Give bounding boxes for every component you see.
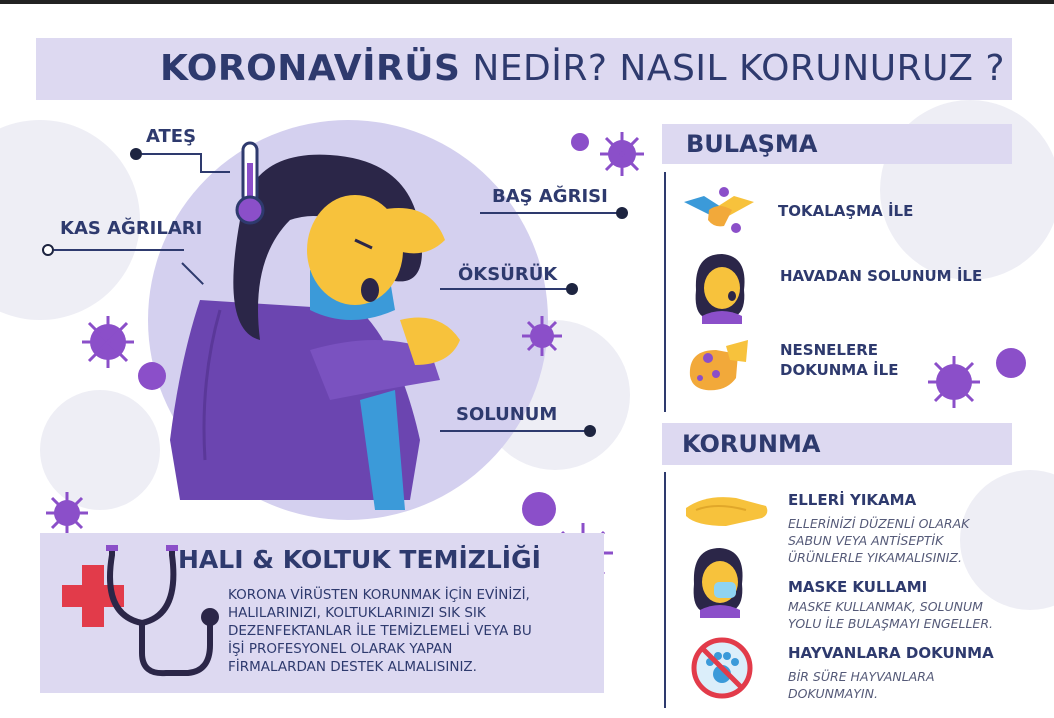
sick-woman-illustration <box>160 140 500 520</box>
cough-pointer-line <box>440 288 570 290</box>
no-animals-icon <box>690 636 754 700</box>
breathing-pointer-line <box>440 430 588 432</box>
cleaning-text-line: FİRMALARDAN DESTEK ALMALISINIZ. <box>228 659 477 675</box>
virus-icon <box>78 312 138 372</box>
protection-animals-desc-line: DOKUNMAYIN. <box>788 686 878 701</box>
fever-pointer-dot <box>130 148 142 160</box>
protection-item-animals: HAYVANLARA DOKUNMA <box>788 644 994 662</box>
touching-objects-icon <box>686 336 750 394</box>
transmission-item-handshake: TOKALAŞMA İLE <box>778 202 914 220</box>
symptom-cough-label: ÖKSÜRÜK <box>458 264 558 285</box>
fever-pointer-line <box>200 171 230 173</box>
cleaning-text-line: DEZENFEKTANLAR İLE TEMİZLEMELİ VEYA BU <box>228 623 532 639</box>
cleaning-text-line: KORONA VİRÜSTEN KORUNMAK İÇİN EVİNİZİ, <box>228 587 530 603</box>
title-light: NEDİR? NASIL KORUNURUZ ? <box>472 48 1006 89</box>
protection-mask-desc-line: MASKE KULLANMAK, SOLUNUM <box>788 599 983 614</box>
protection-animals-desc-line: BİR SÜRE HAYVANLARA <box>788 669 935 684</box>
protection-mask-desc <box>788 598 993 632</box>
mask-person-icon <box>686 542 752 618</box>
protection-title: KORUNMA <box>682 430 821 458</box>
virus-icon <box>598 130 646 178</box>
coughing-person-icon <box>688 250 754 324</box>
cleaning-title: HALI & KOLTUK TEMİZLİĞİ <box>178 545 541 574</box>
symptom-headache-label: BAŞ AĞRISI <box>492 186 608 207</box>
fever-pointer-line <box>200 153 202 173</box>
transmission-item-objects-line1: NESNELERE <box>780 341 879 359</box>
protection-animals-desc <box>788 668 935 702</box>
transmission-item-airborne: HAVADAN SOLUNUM İLE <box>780 267 983 285</box>
protection-wash-hands-desc <box>788 515 969 566</box>
top-border <box>0 0 1054 4</box>
protection-item-mask: MASKE KULLAMI <box>788 578 928 596</box>
protection-item-wash-hands: ELLERİ YIKAMA <box>788 491 917 509</box>
muscle-pain-pointer-ring <box>42 244 54 256</box>
cleaning-text <box>228 586 532 676</box>
page-title <box>160 48 1005 89</box>
headache-pointer-dot <box>616 207 628 219</box>
cleaning-text-line: HALILARINIZI, KOLTUKLARINIZI SIK SIK <box>228 605 486 621</box>
headache-pointer-line <box>480 212 620 214</box>
virus-icon <box>136 360 168 392</box>
protection-wash-hands-desc-line: SABUN VEYA ANTİSEPTİK <box>788 533 944 548</box>
protection-side-line <box>664 472 666 708</box>
fever-pointer-line <box>142 153 202 155</box>
title-bold: KORONAVİRÜS <box>160 48 461 89</box>
thermometer-icon <box>230 138 270 228</box>
breathing-pointer-dot <box>584 425 596 437</box>
protection-wash-hands-desc-line: ELLERİNİZİ DÜZENLİ OLARAK <box>788 516 970 531</box>
handshake-icon <box>684 182 754 238</box>
cough-pointer-dot <box>566 283 578 295</box>
symptom-fever-label: ATEŞ <box>146 126 197 147</box>
hand-washing-icon <box>686 488 772 530</box>
virus-icon <box>994 346 1028 380</box>
background-circle <box>960 470 1054 610</box>
protection-wash-hands-desc-line: ÜRÜNLERLE YIKAMALISINIZ. <box>788 550 962 565</box>
symptom-muscle-pain-label: KAS AĞRILARI <box>60 218 203 239</box>
virus-icon <box>570 132 590 152</box>
transmission-title: BULAŞMA <box>686 130 818 158</box>
transmission-side-line <box>664 172 666 412</box>
transmission-item-objects-line2: DOKUNMA İLE <box>780 361 899 379</box>
virus-icon <box>924 352 984 412</box>
virus-icon <box>520 314 564 358</box>
protection-mask-desc-line: YOLU İLE BULAŞMAYI ENGELLER. <box>788 616 993 631</box>
transmission-item-objects <box>780 340 898 380</box>
symptom-breathing-label: SOLUNUM <box>456 404 558 425</box>
cleaning-text-line: İŞİ PROFESYONEL OLARAK YAPAN <box>228 641 453 657</box>
muscle-pain-pointer-line <box>54 249 184 251</box>
virus-icon <box>44 490 90 536</box>
